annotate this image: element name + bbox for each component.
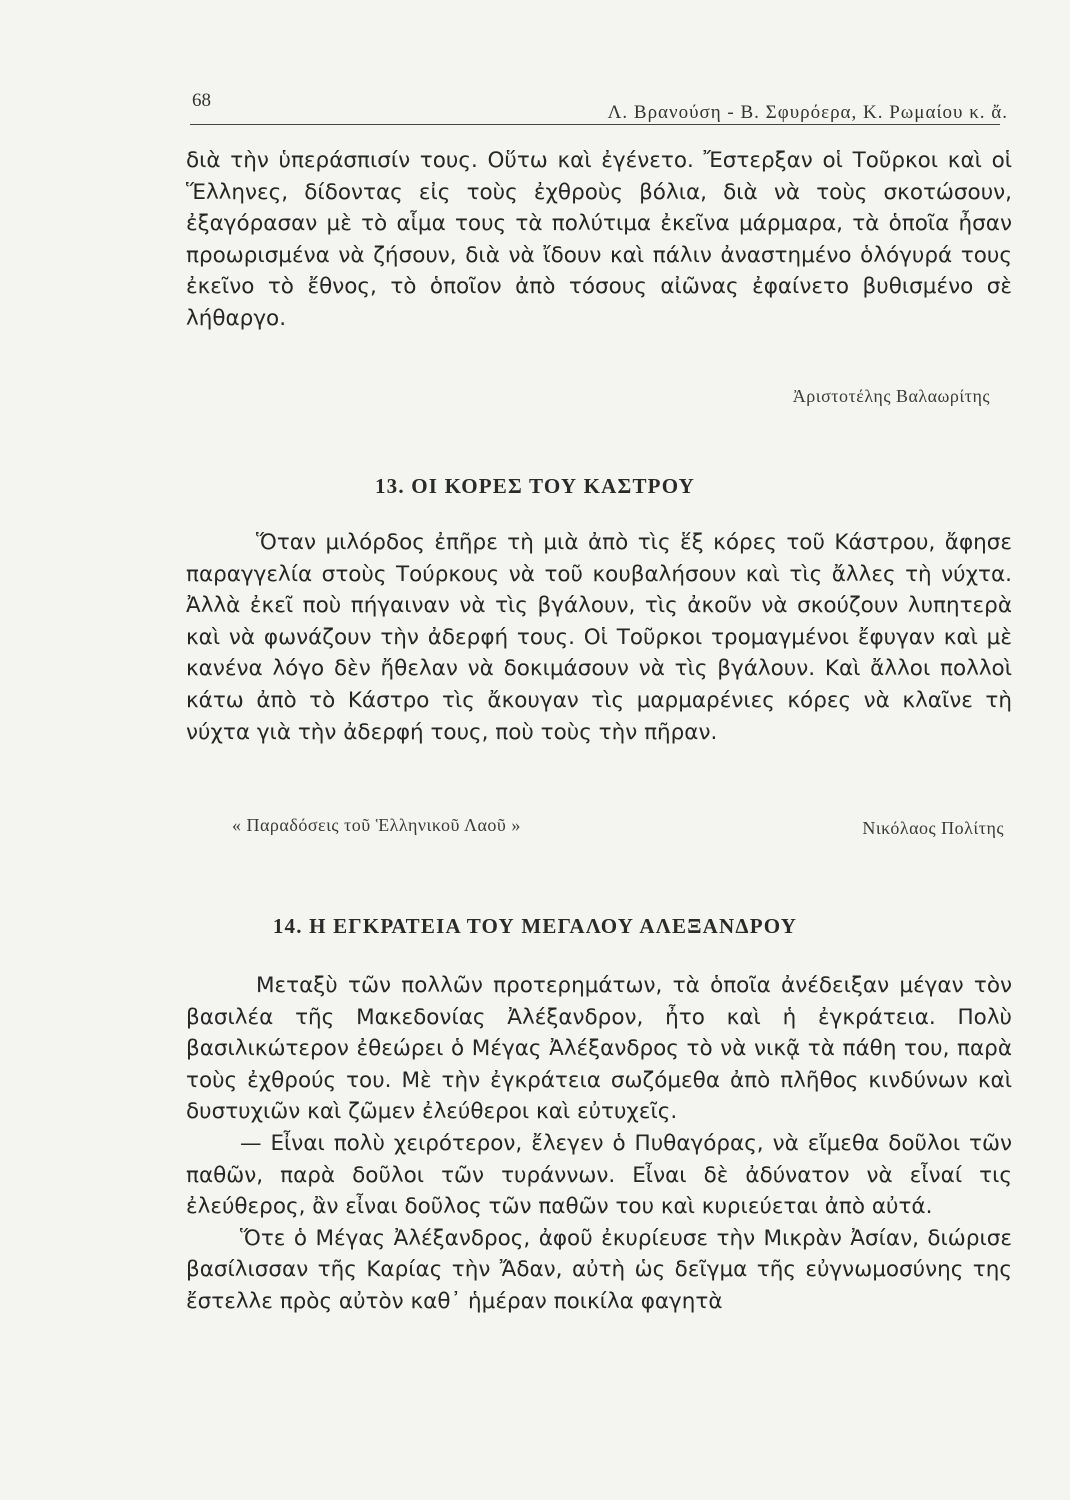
section-14-body [186, 970, 1012, 1318]
section-14-paragraph-2: — Εἶναι πολὺ χειρότερον, ἔλεγεν ὁ Πυθαγόρας, νὰ εἴμεθα δοῦλοι τῶν παθῶν, παρὰ δοῦλοι τῶν τυράννων. Εἶναι δὲ ἀδύνατον νὰ εἶναί τις ἐλεύθερος, ἂν εἶναι δοῦλος τῶν παθῶν του καὶ κυριεύεται ἀπὸ αὐτά. [186, 1130, 1012, 1220]
intro-paragraph: διὰ τὴν ὑπεράσπισίν τους. Οὕτω καὶ ἐγένετο. Ἔστερξαν οἱ Τοῦρκοι καὶ οἱ Ἕλληνες, δίδοντας εἰς τοὺς ἐχθροὺς βόλια, διὰ νὰ τοὺς σκοτώσουν, ἐξαγόρασαν μὲ τὸ αἷμα τους τὰ πολύτιμα ἐκεῖνα μάρμαρα, τὰ ὁποῖα ἦσαν προωρισμένα νὰ ζήσουν, διὰ νὰ ἴδουν καὶ πάλιν ἀναστημένο ὁλόγυρά τους ἐκεῖνο τὸ ἔθνος, τὸ ὁποῖον ἀπὸ τόσους αἰῶνας ἐφαίνετο βυθισμένο σὲ λήθαργο. [186, 148, 1012, 331]
section-14-paragraph-1: Μεταξὺ τῶν πολλῶν προτερημάτων, τὰ ὁποῖα ἀνέδειξαν μέγαν τὸν βασιλέα τῆς Μακεδονίας Ἀλέξανδρον, ἦτο καὶ ἡ ἐγκράτεια. Πολὺ βασιλικώτερον ἐθεώρει ὁ Μέγας Ἀλέξανδρος τὸ νὰ νικᾷ τὰ πάθη του, παρὰ τοὺς ἐχθρούς του. Μὲ τὴν ἐγκράτεια σωζόμεθα ἀπὸ πλῆθος κινδύνων καὶ δυστυχιῶν καὶ ζῶμεν ἐλεύθεροι καὶ εὐτυχεῖς. [186, 973, 1012, 1125]
intro-author: Ἀριστοτέλης Βαλαωρίτης [792, 386, 990, 406]
running-head: Λ. Βρανούση - Β. Σφυρόερα, Κ. Ρωμαίου κ. ἄ. [607, 102, 1008, 123]
section-14-title: 14. Η ΕΓΚΡΑΤΕΙΑ ΤΟΥ ΜΕΓΑΛΟΥ ΑΛΕΞΑΝΔΡΟΥ [272, 914, 798, 938]
section-13-author: Νικόλαος Πολίτης [862, 818, 1004, 838]
section-13-title: 13. ΟΙ ΚΟΡΕΣ ΤΟΥ ΚΑΣΤΡΟΥ [374, 474, 696, 498]
page-number: 68 [192, 90, 211, 111]
header-rule [190, 124, 1000, 125]
section-13-paragraph: Ὅταν μιλόρδος ἐπῆρε τὴ μιὰ ἀπὸ τὶς ἕξ κόρες τοῦ Κάστρου, ἄφησε παραγγελία στοὺς Τούρκους νὰ τοῦ κουβαλήσουν καὶ τὶς ἄλλες τὴ νύχτα. Ἀλλὰ ἐκεῖ ποὺ πήγαιναν νὰ τὶς βγάλουν, τὶς ἀκοῦν νὰ σκούζουν λυπητερὰ καὶ νὰ φωνάζουν τὴν ἀδερφή τους. Οἱ Τοῦρκοι τρομαγμένοι ἔφυγαν καὶ μὲ κανένα λόγο δὲν ἤθελαν νὰ δοκιμάσουν νὰ τὶς βγάλουν. Καὶ ἄλλοι πολλοὶ κάτω ἀπὸ τὸ Κάστρο τὶς ἄκουγαν τὶς μαρμαρένιες κόρες νὰ κλαῖνε τὴ νύχτα γιὰ τὴν ἀδερφή τους, ποὺ τοὺς τὴν πῆραν. [186, 530, 1012, 745]
section-13-source: « Παραδόσεις τοῦ Ἑλληνικοῦ Λαοῦ » [232, 815, 521, 835]
section-13-body [186, 527, 1012, 748]
section-14-paragraph-3: Ὅτε ὁ Μέγας Ἀλέξανδρος, ἀφοῦ ἐκυρίευσε τὴν Μικρὰν Ἀσίαν, διώρισε βασίλισσαν τῆς Καρίας τὴν Ἄδαν, αὐτὴ ὡς δεῖγμα τῆς εὐγνωμοσύνης της ἔστελλε πρὸς αὐτὸν καθ᾽ ἡμέραν ποικίλα φαγητὰ [186, 1225, 1012, 1314]
intro-paragraph-block [186, 145, 1012, 335]
